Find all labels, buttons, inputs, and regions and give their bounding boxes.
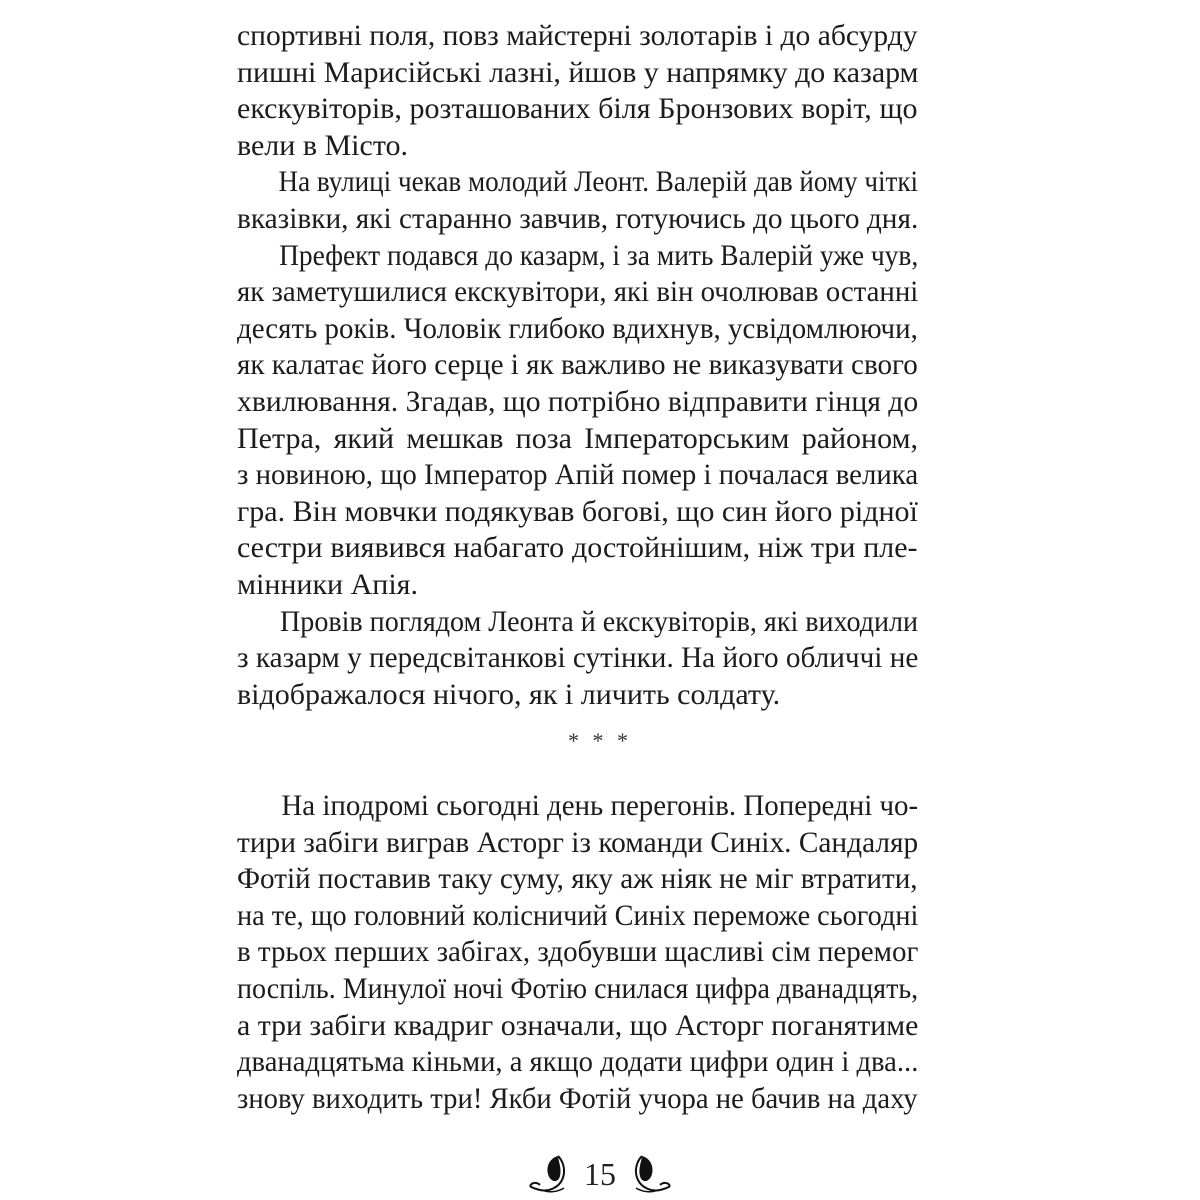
text-line-content: гра. Він мовчки подякував богові, що син його рідної: [237, 494, 918, 528]
text-line-content: тири забіги виграв Асторг із команди Синіх. Сандаляр: [237, 825, 919, 859]
swan-ornament-right-icon: [626, 1152, 672, 1196]
text-line-content: Префект подався до казарм, і за мить Валерій уже чув,: [279, 238, 919, 272]
section-separator: * * *: [568, 728, 632, 753]
text-line-content: екскувіторів, розташованих біля Бронзових воріт, що: [237, 92, 918, 126]
text-line: [237, 677, 918, 713]
text-line-content: Петра, який мешкав поза Імператорським районом,: [237, 421, 919, 455]
text-line: [237, 934, 918, 970]
text-line-content: відображалося нічого, як і личить солдату.: [237, 677, 781, 711]
swan-ornament-left-icon: [528, 1152, 574, 1196]
text-line-content: вели в Місто.: [237, 128, 409, 162]
text-line: [237, 457, 918, 493]
text-line-content: На іподромі сьогодні день перегонів. Попередні чо-: [281, 789, 919, 822]
text-line-content: з казарм у передсвітанкові сутінки. На його обличчі не: [237, 641, 919, 675]
text-line-content: спортивні поля, повз майстерні золотарів і до абсурду: [237, 19, 918, 52]
text-line: [237, 494, 918, 530]
page-footer: [500, 1150, 700, 1198]
text-line: [237, 825, 918, 861]
text-line: [237, 861, 918, 897]
text-line: [237, 55, 918, 91]
text-line-content: хвилювання. Згадав, що потрібно відправити гінця до: [237, 385, 919, 418]
text-line-content: На вулиці чекав молодий Леонт. Валерій дав йому чіткі: [278, 165, 919, 199]
text-line: [237, 604, 918, 640]
text-line-content: знову виходить три! Якби Фотій учора не бачив на даху: [237, 1081, 918, 1115]
text-line: [237, 164, 918, 200]
text-line-content: в трьох перших забігах, здобувши щасливі сім перемог: [237, 935, 919, 969]
text-line-content: сестри виявився набагато достойнішим, ніж три пле-: [237, 531, 918, 565]
text-line-content: як заметушилися екскувітори, які він очолював останні: [237, 275, 919, 309]
text-line: [237, 274, 918, 310]
text-line: [237, 1081, 918, 1117]
text-line: [237, 567, 918, 603]
text-line-content: з новиною, що Імператор Апій помер і почалася велика: [237, 458, 919, 492]
text-line: [237, 788, 918, 824]
text-line: [237, 91, 918, 127]
text-line-content: а три забіги квадриг означали, що Асторг поганятиме: [237, 1008, 919, 1042]
text-line-content: Фотій поставив таку суму, яку аж ніяк не міг втратити,: [237, 862, 918, 896]
text-line: [237, 898, 918, 934]
text-line: [237, 384, 918, 420]
page-number: 15: [584, 1155, 616, 1192]
text-line-content: дванадцятьма кіньми, а якщо додати цифри один і два...: [237, 1045, 919, 1079]
text-line-content: десять років. Чоловік глибоко вдихнув, усвідомлюючи,: [237, 311, 918, 345]
text-line: [237, 1044, 918, 1080]
text-line-content: на те, що головний колісничий Синіх переможе сьогодні: [237, 898, 919, 932]
text-line: [237, 421, 918, 457]
text-line-content: Провів поглядом Леонта й екскувіторів, які виходили: [280, 604, 919, 638]
text-line: [237, 311, 918, 347]
text-line: [237, 1008, 918, 1044]
text-line: [237, 238, 918, 274]
text-line-content: поспіль. Минулої ночі Фотію снилася цифра дванадцять,: [237, 972, 919, 1005]
text-line: [237, 530, 918, 566]
text-line-content: мінники Апія.: [237, 568, 418, 601]
text-line: [237, 971, 918, 1007]
text-line: [237, 18, 918, 54]
text-line: [237, 201, 918, 237]
text-line-content: вказівки, які старанно завчив, готуючись до цього дня.: [237, 202, 919, 235]
text-line-content: як калатає його серце і як важливо не виказувати свого: [237, 348, 918, 382]
text-line: [237, 347, 918, 383]
text-line-content: пишні Марисійські лазні, йшов у напрямку до казарм: [237, 55, 919, 89]
text-line: [237, 640, 918, 676]
text-line: [237, 128, 918, 164]
